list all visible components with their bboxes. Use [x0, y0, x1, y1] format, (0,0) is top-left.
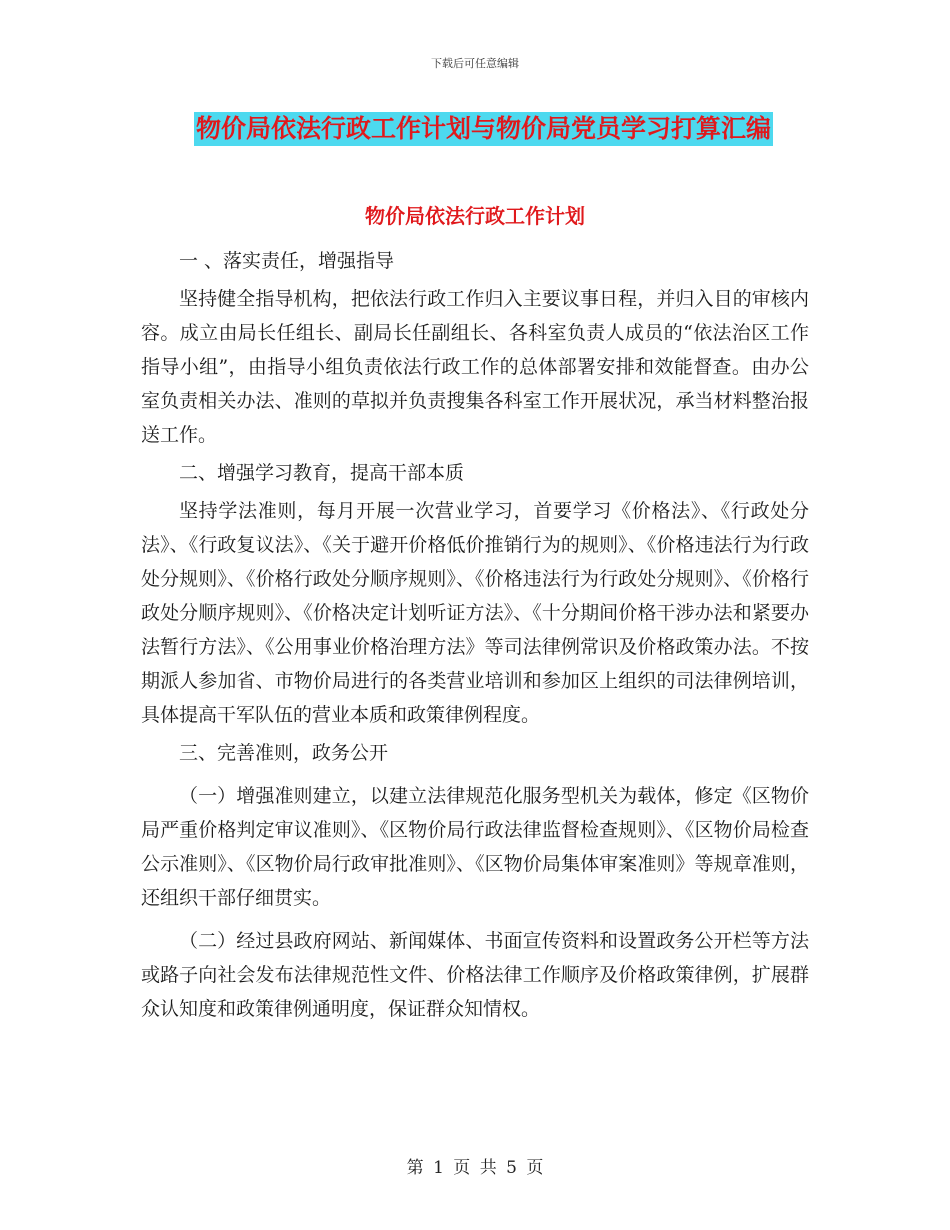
- header-note: 下载后可任意编辑: [431, 57, 519, 70]
- paragraph-4: （二）经过县政府网站、新闻媒体、书面宣传资料和设置政务公开栏等方法或路子向社会发布法律规范性文件、价格法律工作顺序及价格政策律例，扩展群众认知度和政策律例通明度，保证群众知情权。: [141, 930, 809, 1020]
- section-title: 物价局依法行政工作计划: [365, 204, 585, 228]
- paragraph-2: 坚持学法准则，每月开展一次营业学习，首要学习《价格法》、《行政处分法》、《行政复议法》、《关于避开价格低价推销行为的规则》、《价格违法行为行政处分规则》、《价格行政处分顺序规则》、《价格违法行为行政处分规则》、《价格行政处分顺序规则》、《价格决定计划听证方法》、《十分期间价格干涉办法和紧要办法暂行方法》、《公用事业价格治理方法》等司法律例常识及价格政策办法。不按期派人参加省、市物价局进行的各类营业培训和参加区上组织的司法律例培训，具体提高干军队伍的营业本质和政策律例程度。: [141, 500, 809, 726]
- heading-1: 一 、落实责任，增强指导: [179, 250, 395, 272]
- document-body: [141, 244, 809, 1026]
- paragraph-1: 坚持健全指导机构，把依法行政工作归入主要议事日程，并归入目的审核内容。成立由局长任组长、副局长任副组长、各科室负责人成员的“依法治区工作指导小组”，由指导小组负责依法行政工作的总体部署安排和效能督查。由办公室负责相关办法、准则的草拟并负责搜集各科室工作开展状况，承当材料整治报送工作。: [141, 288, 809, 446]
- paragraph-3: （一）增强准则建立，以建立法律规范化服务型机关为载体，修定《区物价局严重价格判定审议准则》、《区物价局行政法律监督检查规则》、《区物价局检查公示准则》、《区物价局行政审批准则》、《区物价局集体审案准则》等规章准则，还组织干部仔细贯实。: [141, 785, 809, 909]
- heading-3: 三、完善准则，政务公开: [179, 742, 389, 764]
- document-title: 物价局依法行政工作计划与物价局党员学习打算汇编: [194, 112, 773, 146]
- heading-2: 二、增强学习教育，提高干部本质: [179, 462, 465, 484]
- page-footer: 第 1 页 共 5 页: [406, 1158, 544, 1178]
